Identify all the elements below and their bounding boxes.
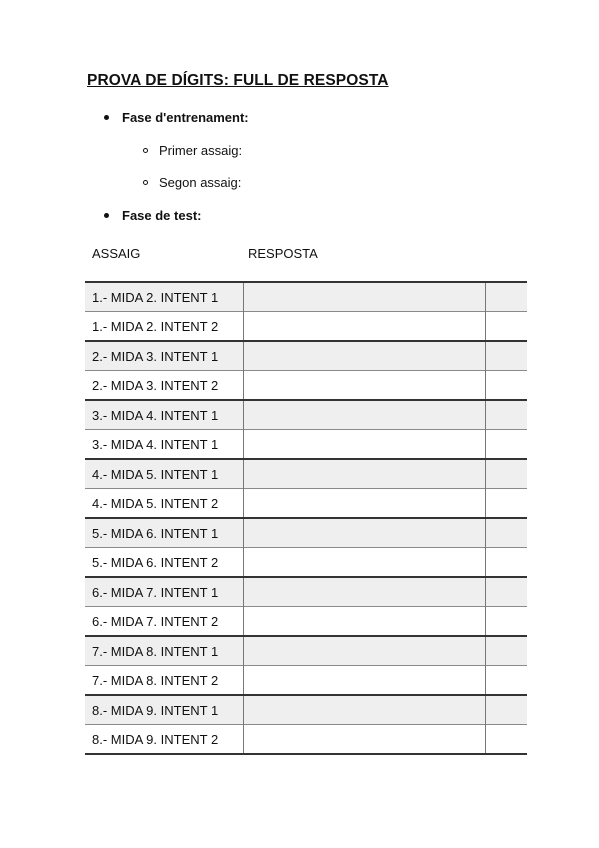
- response-cell[interactable]: [243, 636, 485, 666]
- test-phase-label: Fase de test:: [122, 208, 202, 223]
- extra-cell[interactable]: [485, 459, 527, 489]
- table-row: [85, 636, 527, 666]
- hollow-bullet-icon: [143, 148, 148, 153]
- trial-cell: 3.- MIDA 4. INTENT 1: [85, 400, 243, 430]
- table-row: [85, 666, 527, 696]
- bullet-icon: [104, 213, 109, 218]
- column-header-resposta: RESPOSTA: [248, 246, 318, 261]
- response-cell[interactable]: [243, 548, 485, 578]
- table-row: [85, 725, 527, 755]
- response-cell[interactable]: [243, 341, 485, 371]
- extra-cell[interactable]: [485, 518, 527, 548]
- page-title: PROVA DE DÍGITS: FULL DE RESPOSTA: [87, 72, 389, 89]
- trial-cell: 5.- MIDA 6. INTENT 1: [85, 518, 243, 548]
- column-header-assaig: ASSAIG: [92, 246, 141, 261]
- extra-cell[interactable]: [485, 636, 527, 666]
- trial-cell: 2.- MIDA 3. INTENT 2: [85, 371, 243, 401]
- response-cell[interactable]: [243, 489, 485, 519]
- trial-cell: 8.- MIDA 9. INTENT 2: [85, 725, 243, 755]
- extra-cell[interactable]: [485, 312, 527, 342]
- table-row: [85, 459, 527, 489]
- response-cell[interactable]: [243, 430, 485, 460]
- trial-cell: 5.- MIDA 6. INTENT 2: [85, 548, 243, 578]
- table-row: [85, 518, 527, 548]
- trial-cell: 2.- MIDA 3. INTENT 1: [85, 341, 243, 371]
- table-row: [85, 400, 527, 430]
- table-row: [85, 548, 527, 578]
- table-row: [85, 695, 527, 725]
- table-row: [85, 371, 527, 401]
- extra-cell[interactable]: [485, 577, 527, 607]
- response-cell[interactable]: [243, 371, 485, 401]
- trial-cell: 4.- MIDA 5. INTENT 1: [85, 459, 243, 489]
- trial-cell: 1.- MIDA 2. INTENT 2: [85, 312, 243, 342]
- first-trial-label: Primer assaig:: [159, 143, 243, 158]
- response-cell[interactable]: [243, 577, 485, 607]
- trial-cell: 8.- MIDA 9. INTENT 1: [85, 695, 243, 725]
- response-cell[interactable]: [243, 725, 485, 755]
- bullet-item-test: [104, 208, 201, 223]
- extra-cell[interactable]: [485, 371, 527, 401]
- extra-cell[interactable]: [485, 695, 527, 725]
- table-row: [85, 341, 527, 371]
- extra-cell[interactable]: [485, 400, 527, 430]
- table-row: [85, 577, 527, 607]
- trial-cell: 1.- MIDA 2. INTENT 1: [85, 282, 243, 312]
- table-row: [85, 489, 527, 519]
- trial-cell: 6.- MIDA 7. INTENT 2: [85, 607, 243, 637]
- table-row: [85, 312, 527, 342]
- table-row: [85, 282, 527, 312]
- second-trial-label: Segon assaig:: [159, 175, 242, 190]
- extra-cell[interactable]: [485, 341, 527, 371]
- subbullet-item-first-trial: [143, 143, 242, 158]
- training-phase-label: Fase d'entrenament:: [122, 110, 249, 125]
- hollow-bullet-icon: [143, 180, 148, 185]
- subbullet-item-second-trial: [143, 175, 241, 190]
- extra-cell[interactable]: [485, 489, 527, 519]
- extra-cell[interactable]: [485, 666, 527, 696]
- response-cell[interactable]: [243, 312, 485, 342]
- response-cell[interactable]: [243, 695, 485, 725]
- response-cell[interactable]: [243, 459, 485, 489]
- extra-cell[interactable]: [485, 282, 527, 312]
- response-cell[interactable]: [243, 400, 485, 430]
- extra-cell[interactable]: [485, 607, 527, 637]
- response-cell[interactable]: [243, 607, 485, 637]
- response-cell[interactable]: [243, 666, 485, 696]
- extra-cell[interactable]: [485, 548, 527, 578]
- response-cell[interactable]: [243, 282, 485, 312]
- bullet-item-training: [104, 110, 249, 125]
- trial-cell: 3.- MIDA 4. INTENT 1: [85, 430, 243, 460]
- table-row: [85, 607, 527, 637]
- trial-cell: 6.- MIDA 7. INTENT 1: [85, 577, 243, 607]
- bullet-icon: [104, 115, 109, 120]
- response-cell[interactable]: [243, 518, 485, 548]
- extra-cell[interactable]: [485, 725, 527, 755]
- trial-cell: 4.- MIDA 5. INTENT 2: [85, 489, 243, 519]
- table-row: [85, 430, 527, 460]
- answer-table: [85, 281, 527, 755]
- extra-cell[interactable]: [485, 430, 527, 460]
- trial-cell: 7.- MIDA 8. INTENT 2: [85, 666, 243, 696]
- trial-cell: 7.- MIDA 8. INTENT 1: [85, 636, 243, 666]
